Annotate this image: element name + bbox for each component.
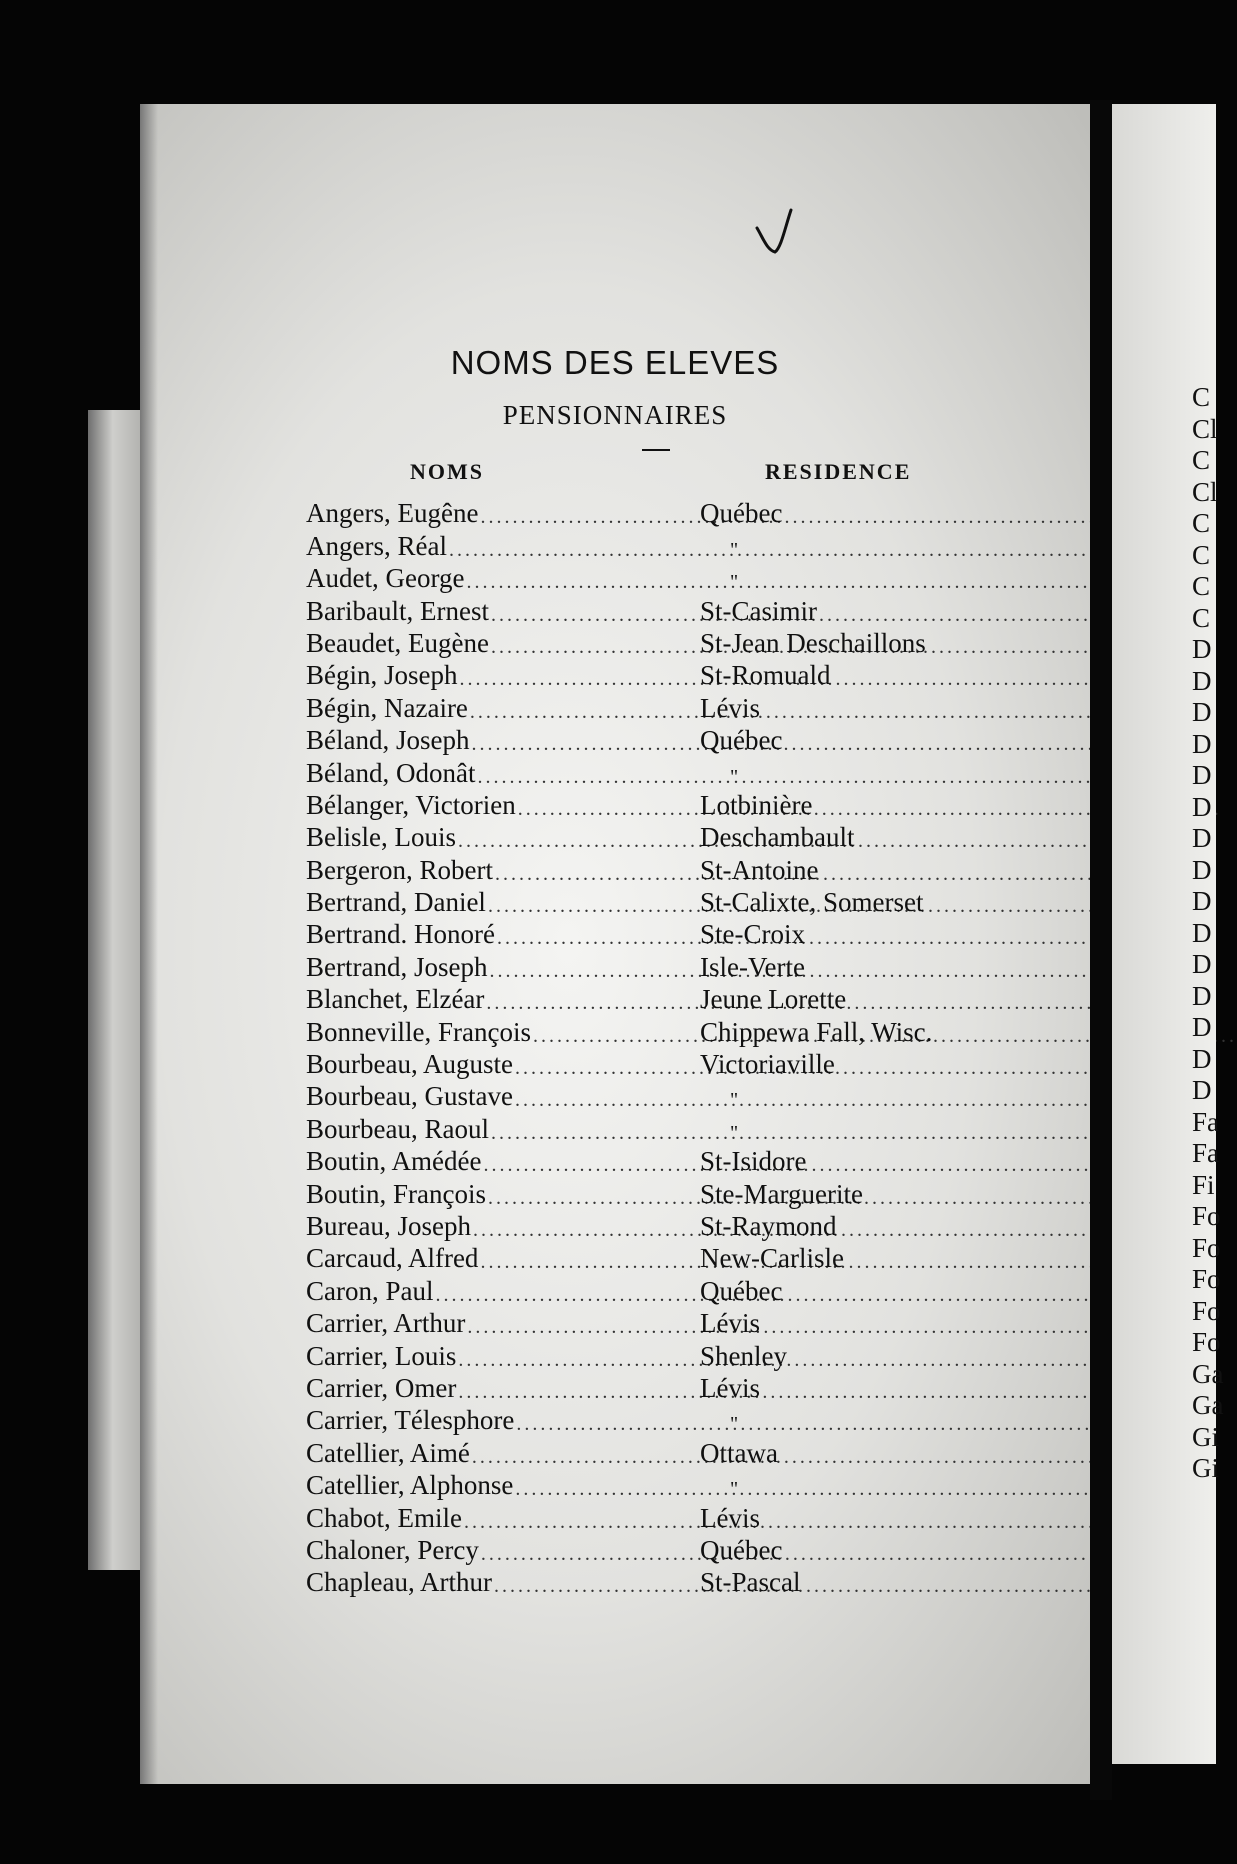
student-name-cell [306, 1340, 690, 1371]
list-item [306, 1240, 1066, 1272]
student-residence: Lévis [700, 692, 760, 723]
student-residence: Québec [700, 1275, 783, 1306]
list-item [306, 1499, 1066, 1531]
page-binding-shadow [140, 104, 158, 1784]
dot-leader [464, 1512, 1168, 1532]
student-name: Caron, Paul [306, 1275, 434, 1306]
dot-leader [466, 572, 1170, 592]
student-name-cell [306, 727, 690, 754]
list-item [306, 495, 1066, 527]
adjacent-page-letter: Fo [1192, 1201, 1221, 1231]
student-name: Carrier, Arthur [306, 1308, 466, 1339]
student-residence: " [730, 765, 739, 788]
student-name-cell [306, 1502, 690, 1533]
student-name: Baribault, Ernest [306, 595, 489, 626]
list-item [306, 1370, 1066, 1402]
list-item [306, 981, 1066, 1013]
student-name: Béland, Joseph [306, 725, 470, 756]
dot-leader [483, 1155, 1187, 1175]
student-residence: Lotbinière [700, 789, 813, 820]
list-item [306, 1532, 1066, 1564]
student-residence: Québec [700, 498, 783, 529]
student-residence: Ottawa [700, 1437, 778, 1468]
student-name-cell [306, 1178, 690, 1209]
student-name: Bégin, Nazaire [306, 692, 468, 723]
dot-leader [436, 1285, 1140, 1305]
student-name-cell [306, 1310, 690, 1337]
list-item [306, 754, 1066, 786]
student-name: Béland, Odonât [306, 757, 476, 788]
list-item [306, 884, 1066, 916]
student-name-cell [306, 1472, 690, 1499]
adjacent-page-letter: D [1192, 949, 1212, 979]
student-residence: " [730, 1413, 739, 1436]
student-name-cell [306, 1083, 690, 1110]
student-name: Belisle, Louis [306, 822, 456, 853]
list-item [306, 851, 1066, 883]
adjacent-page-letter: Fo [1192, 1327, 1221, 1357]
dot-leader [471, 734, 1175, 754]
student-residence: St-Pascal [700, 1567, 801, 1598]
adjacent-page-letter: Fo [1192, 1232, 1221, 1263]
student-name-cell [306, 1407, 690, 1434]
list-item [306, 948, 1066, 980]
student-residence: St-Calixte, Somerset [700, 887, 924, 918]
dot-leader [467, 1317, 1171, 1337]
student-name-cell [306, 757, 690, 788]
student-name-cell [306, 1372, 690, 1403]
list-item [306, 1305, 1066, 1337]
column-header-names: NOMS [410, 459, 484, 484]
adjacent-page-letter: D [1192, 665, 1212, 696]
adjacent-page-letter: D [1192, 823, 1212, 853]
list-item [306, 819, 1066, 851]
student-name: Carcaud, Alfred [306, 1243, 479, 1274]
list-item [306, 1272, 1066, 1304]
student-name-cell [306, 1016, 690, 1047]
student-name: Boutin, Amédée [306, 1146, 482, 1177]
student-name-cell [306, 1437, 690, 1468]
student-name-cell [306, 530, 690, 561]
adjacent-page-letter: Gi [1192, 1421, 1219, 1452]
dot-leader [481, 1544, 1185, 1564]
student-name: Bergeron, Robert [306, 854, 493, 885]
list-item [306, 1175, 1066, 1207]
adjacent-page-letter: C [1192, 539, 1211, 570]
adjacent-page-letter: C [1192, 508, 1211, 538]
dot-leader [477, 767, 1181, 787]
student-name-cell [306, 595, 690, 626]
student-name: Blanchet, Elzéar [306, 984, 485, 1015]
adjacent-page-letter: D [1192, 854, 1212, 885]
student-name: Bertrand. Honoré [306, 919, 495, 950]
adjacent-page-letter: D [1192, 697, 1212, 727]
student-name: Beaudet, Eugène [306, 627, 489, 658]
student-residence: Deschambault [700, 822, 855, 853]
student-name: Carrier, Télesphore [306, 1405, 515, 1436]
list-item [306, 560, 1066, 592]
student-name: Boutin, François [306, 1178, 486, 1209]
handwritten-check-mark [755, 208, 795, 260]
student-name-cell [306, 789, 690, 820]
list-item [306, 1013, 1066, 1045]
adjacent-page-letter: D [1192, 728, 1212, 759]
adjacent-page-letter: Fo [1192, 1295, 1221, 1326]
student-name: Bourbeau, Gustave [306, 1081, 513, 1112]
student-name-cell [306, 500, 690, 527]
student-name: Carrier, Louis [306, 1340, 457, 1371]
student-name-cell [306, 824, 690, 851]
list-item [306, 722, 1066, 754]
list-item [306, 1143, 1066, 1175]
adjacent-page-letter: D [1192, 1043, 1212, 1074]
dot-leader [489, 961, 1193, 981]
adjacent-page-fragment [1112, 104, 1224, 1764]
adjacent-page-letter: D [1192, 1075, 1212, 1105]
adjacent-page-letter: Gi [1192, 1453, 1219, 1483]
student-residence: Ste-Marguerite [700, 1178, 863, 1209]
student-name-cell [306, 565, 690, 592]
list-item [306, 625, 1066, 657]
page-title: NOMS DES ELEVES [450, 344, 780, 381]
student-name-cell [306, 1569, 690, 1596]
student-name-cell [306, 627, 690, 658]
adjacent-page-letter: D [1192, 791, 1212, 822]
adjacent-page-letter: C [1192, 602, 1211, 633]
adjacent-page-letter: D [1192, 917, 1212, 948]
student-name-cell [306, 951, 690, 982]
student-name: Audet, George [306, 563, 465, 594]
student-residence: Lévis [700, 1372, 760, 1403]
student-list [306, 495, 1066, 1596]
adjacent-page-letter: Cl [1192, 413, 1218, 444]
student-residence: Lévis [700, 1308, 760, 1339]
student-name-cell [306, 986, 690, 1013]
list-item [306, 689, 1066, 721]
list-item [306, 1110, 1066, 1142]
student-name: Catellier, Alphonse [306, 1470, 514, 1501]
student-name-cell [306, 1051, 690, 1078]
list-item [306, 1078, 1066, 1110]
student-residence: Ste-Croix [700, 919, 805, 950]
student-residence: " [730, 1089, 739, 1112]
student-name: Bonneville, François [306, 1016, 531, 1047]
student-residence: New-Carlisle [700, 1243, 844, 1274]
adjacent-page-letter: Cl [1192, 476, 1218, 507]
student-residence: St-Romuald [700, 660, 831, 691]
adjacent-page-letter: Fi [1192, 1169, 1215, 1200]
adjacent-page-letter: D [1192, 886, 1212, 916]
dot-leader [449, 540, 1153, 560]
document-page [140, 104, 1090, 1784]
list-item [306, 657, 1066, 689]
student-name: Catellier, Aimé [306, 1437, 470, 1468]
student-residence: Chippewa Fall, Wisc. [700, 1016, 933, 1047]
student-residence: Québec [700, 725, 783, 756]
student-residence: Québec [700, 1534, 783, 1565]
student-name: Angers, Réal [306, 530, 447, 561]
student-name-cell [306, 889, 690, 916]
student-name-cell [306, 1113, 690, 1144]
list-item [306, 1337, 1066, 1369]
list-item [306, 1208, 1066, 1240]
student-name: Bélanger, Victorien [306, 789, 516, 820]
student-residence: " [730, 1478, 739, 1501]
dot-leader [472, 1447, 1176, 1467]
column-header-residence: RESIDENCE [765, 459, 912, 484]
adjacent-page-letter: D [1192, 634, 1212, 664]
list-item [306, 1402, 1066, 1434]
student-name: Bertrand, Daniel [306, 887, 486, 918]
student-name: Bertrand, Joseph [306, 951, 488, 982]
adjacent-page-letter: Ga [1192, 1390, 1224, 1420]
student-name-cell [306, 854, 690, 885]
adjacent-page-letter: C [1192, 571, 1211, 601]
adjacent-page-letter: Fa [1192, 1106, 1219, 1137]
student-name: Bégin, Joseph [306, 660, 458, 691]
dot-leader [480, 507, 1184, 527]
adjacent-page-letter: D [1192, 980, 1212, 1011]
student-name: Angers, Eugêne [306, 498, 479, 529]
student-name: Chabot, Emile [306, 1502, 462, 1533]
student-name-cell [306, 1148, 690, 1175]
title-divider [642, 449, 670, 451]
adjacent-page-letter: C [1192, 382, 1211, 412]
adjacent-page-letter: D [1192, 760, 1212, 790]
student-residence: St-Isidore [700, 1146, 807, 1177]
adjacent-page-letter: Fa [1192, 1138, 1219, 1168]
student-residence: Isle-Verte [700, 951, 805, 982]
page-subtitle: PENSIONNAIRES [502, 400, 728, 430]
list-item [306, 592, 1066, 624]
student-name: Bureau, Joseph [306, 1210, 471, 1241]
student-name-cell [306, 921, 690, 948]
adjacent-page-letter: C [1192, 445, 1211, 475]
student-residence: St-Raymond [700, 1210, 837, 1241]
dot-leader [458, 1350, 1162, 1370]
student-residence: Jeune Lorette [700, 984, 847, 1015]
list-item [306, 1434, 1066, 1466]
student-residence: Victoriaville [700, 1049, 835, 1080]
student-name-cell [306, 662, 690, 689]
dot-leader [458, 1382, 1162, 1402]
student-name-cell [306, 692, 690, 723]
student-name: Carrier, Omer [306, 1372, 457, 1403]
student-residence: Lévis [700, 1502, 760, 1533]
student-name-cell [306, 1275, 690, 1306]
student-name-cell [306, 1245, 690, 1272]
book-gutter [1090, 100, 1112, 1800]
student-residence: " [730, 1121, 739, 1144]
student-name: Bourbeau, Raoul [306, 1113, 489, 1144]
list-item [306, 1564, 1066, 1596]
adjacent-page-letter: Ga [1192, 1358, 1224, 1389]
student-name-cell [306, 1534, 690, 1565]
student-residence: St-Casimir [700, 595, 818, 626]
adjacent-page-letter: D [1192, 1012, 1212, 1042]
student-residence: St-Antoine [700, 854, 819, 885]
student-residence: Shenley [700, 1340, 787, 1371]
student-name-cell [306, 1210, 690, 1241]
list-item [306, 787, 1066, 819]
adjacent-page-letter: Fo [1192, 1264, 1221, 1294]
student-residence: St-Jean Deschaillons [700, 627, 926, 658]
student-residence: " [730, 538, 739, 561]
list-item [306, 916, 1066, 948]
student-residence: " [730, 571, 739, 594]
list-item [306, 1467, 1066, 1499]
student-name: Chapleau, Arthur [306, 1567, 492, 1598]
student-name: Chaloner, Percy [306, 1534, 479, 1565]
list-item [306, 1046, 1066, 1078]
list-item [306, 527, 1066, 559]
dot-leader [470, 702, 1174, 722]
student-name: Bourbeau, Auguste [306, 1049, 513, 1080]
